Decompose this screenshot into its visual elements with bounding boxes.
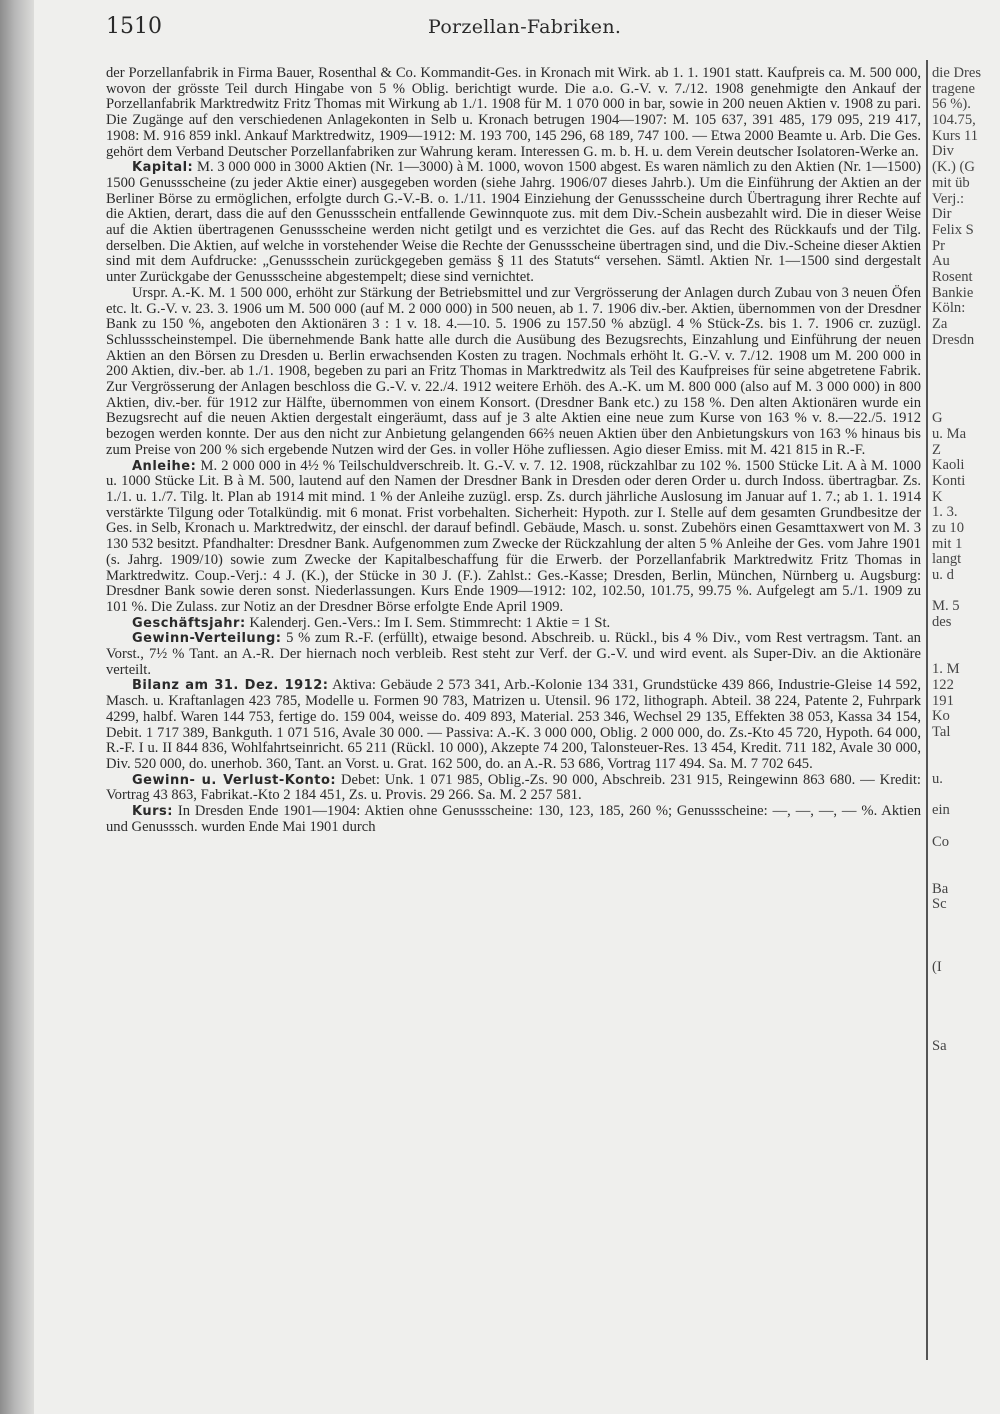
margin-line [932,348,1000,364]
margin-line: u. Ma [932,425,967,442]
margin-line: Za [932,316,948,332]
section-label: Gewinn- u. Verlust-Konto: [132,772,337,788]
margin-line: des [932,614,952,631]
margin-line: (K.) (G [932,159,975,176]
margin-line [932,1023,1000,1039]
margin-line: Tal [932,723,951,740]
margin-line: Felix S [932,221,974,238]
margin-line [932,756,1000,772]
binding-shadow [0,0,34,1414]
margin-line [932,850,1000,866]
margin-line [932,1007,1000,1023]
margin-line [932,992,1000,1008]
margin-line [932,929,1000,945]
margin-line: ein [932,802,950,819]
margin-line: Au [932,253,950,270]
margin-line [932,364,1000,380]
margin-line: mit 1 [932,535,963,552]
section-label: Geschäftsjahr: [132,615,246,631]
margin-line: 122 [932,676,954,693]
section-text: In Dresden Ende 1901—1904: Aktien ohne Genussscheine: 130, 123, 185, 260 %; Genussscheine: —, —, —, — %. Aktien und Genusssch. wurden Ende Mai 1901 durch [106,803,922,835]
section-text: 5 % zum R.-F. (erfüllt), etwaige besond. Abschreib. u. Rückl., bis 4 % Div., vom Rest vertragsm. Tant. an Vorst., 7½ % Tant. an A.-R. Der hiernach noch verbleib. Rest steht zur Verf. der G.-V. und wird event. als Super-Div. an die Aktionäre verteilt. [106,630,921,678]
margin-line [932,741,1000,757]
margin-line: Bankie [932,284,974,301]
page-header [106,14,924,44]
section-text: Kalenderj. Gen.-Vers.: Im I. Sem. Stimmrecht: 1 Aktie = 1 St. [249,614,611,631]
adjacent-page-fragment [932,66,1000,1054]
section-text: Urspr. A.-K. M. 1 500 000, erhöht zur Stärkung der Betriebsmittel und zur Vergrösserung der Anlagen durch Zubau von 3 neuen Öfen etc. lt. G.-V. v. 23. 3. 1906 um M. 500 000 (auf M. 2 000 000) in 500 neuen, ab 1. 7. 1906 div.-ber. Aktien, übernommen von der Dresdner Bank zu 150 %, angeboten den Aktionären 3 : 1 v. 18. 4.—10. 5. 1906 zu 157.50 % abzügl. 4 % Stück-Zs. bis 1. 7. 1906 cr. zuzügl. Schlussscheinstempel. Die übernehmende Bank hatte alle durch die Ausübung des Bezugsrechts, Einzahlung und Einführung der neuen Aktien an den Börsen zu Dresden u. Berlin erwachsenden Kosten zu tragen. Nochmals erhöht lt. G.-V. v. 7./12. 1908 um M. 200 000 in 200 Aktien, div.-ber. ab 1./1. 1908, begeben zu pari an Fritz Thomas in Marktredwitz als Teil des Kaufpreises für seine abgetretene Fabrik. Zur Vergrösserung der Anlagen beschloss die G.-V. v. 22./4. 1912 weitere Erhöh. des A.-K. um M. 800 000 (also auf M. 3 000 000) in 800 Aktien, div.-ber. für 1912 zur Hälfte, übernommen von einem Konsort. (Dresdner Bank etc.) zu 158 %. Den alten Aktionären wurde ein Bezugsrecht auf die neuen Aktien dergestalt eingeräumt, dass auf je 3 alte Aktien eine neue zum Kurse von 163 % v. 8.—22./5. 1912 bezogen werden konnte. Der aus den nicht zur Anbietung gelangenden 66⅔ neuen Aktien über den Anbietungskurs von 163 % hinaus bis zum Preise von 200 % sich ergebende Nutzen wird der Ges. in voller Höhe zufliessen. Agio dieser Emiss. mit M. 421 815 in R.-F. [106,284,921,458]
margin-line [932,788,1000,804]
margin-line: Ko [932,708,950,725]
margin-line: Dresdn [932,331,975,348]
paragraph-geschaeftsjahr [106,616,921,632]
section-label: Anleihe: [132,458,197,474]
margin-line: die Dres [932,66,982,81]
section-text: M. 3 000 000 in 3000 Aktien (Nr. 1—3000) à M. 1000, wovon 1500 abgest. Es waren nämlich zu den Aktien (Nr. 1—1500) 1500 Genussscheine (zu jeder Aktie einer) ausgegeben worden (siehe Jahrg. 1906/07 dieses Jahrb.). Um die Einführung der Aktien an der Berliner Börse zu ermöglichen, erfolgte durch G.-V.-B. o. 1./11. 1904 Einziehung der Genussscheine durch Übertragung ihrer Rechte auf die Aktien, derart, dass die auf den Genussschein entfallende Gewinnquote zus. mit dem Div.-Schein ausbezahlt wird. Die in dieser Weise auf die Aktien übertragenen Genussscheine werden nicht getilgt und es verzichtet die Ges. auf das Recht des Rückkaufs und der Tilg. derselben. Die Aktien, auf welche in vorstehender Weise die Rechte der Genussscheine übertragen sind, und die Div.-Scheine dieser Aktien sind mit dem Aufdrucke: „Genussschein zurückgegeben gemäss § 11 des Statuts“ versehen. Sämtl. Aktien Nr. 1—1500 sind dergestalt unter Zurückgabe der Genussscheine abgestempelt; diese sind vernichtet. [106,159,921,286]
margin-line [932,395,1000,411]
section-text: Debet: Unk. 1 071 985, Oblig.-Zs. 90 000, Abschreib. 231 915, Reingewinn 863 680. — Kredit: Vortrag 43 863, Fabrikat.-Kto 2 184 451, Zs. u. Provis. 29 266. Sa. M. 2 257 581. [106,771,921,804]
margin-line: Konti [932,472,966,489]
paragraph-kapital-history [106,286,921,459]
section-label: Kapital: [132,160,194,176]
margin-line: Pr [932,237,945,254]
margin-line: u. d [932,567,954,583]
margin-line [932,913,1000,929]
margin-line: K [932,488,943,505]
margin-line: Sc [932,896,947,913]
section-label: Kurs: [132,804,173,820]
margin-line: Div [932,143,954,160]
margin-line: Rosent [932,268,973,285]
margin-line [932,945,1000,961]
margin-line [932,646,1000,662]
section-label: Bilanz am 31. Dez. 1912: [132,678,329,694]
section-text: M. 2 000 000 in 4½ % Teilschuldverschreib. lt. G.-V. v. 7. 12. 1908, rückzahlbar zu 102 %. 1500 Stücke Lit. A à M. 1000 u. 1000 Stücke Lit. B à M. 500, lautend auf den Namen der Dresdner Bank in Dresden oder deren Order u. durch Indoss. übertragbar. Zs. 1./1. u. 1./7. Tilg. lt. Plan ab 1914 mit mind. 1 % der Anleihe zuzügl. ersp. Zs. durch jährliche Auslosung im Januar auf 1. 7.; ab 1. 1. 1914 verstärkte Tilgung oder Totalkündig. mit 6 monat. Frist vorbehalten. Sicherheit: Hypoth. zur I. Stelle auf dem gesamten Grundbesitze der Ges. in Selb, Kronach u. Marktredwitz, der einschl. der darauf befindl. Gebäude, Masch. u. sonst. Zubehörs einen Gesamttaxwert von M. 3 130 532 besitzt. Pfandhalter: Dresdner Bank. Aufgenommen zum Zwecke der Rückzahlung der alten 5 % Anleihe der Ges. vom Jahre 1901 (s. Jahrg. 1909/10) sowie zum Zwecke der Kapitalbeschaffung für die Erwerb. der Porzellanfabrik Marktredwitz Fritz Thomas in Marktredwitz. Coup.-Verj.: 4 J. (K.), der Stücke in 30 J. (F.). Zahlst.: Ges.-Kasse; Dresden, Berlin, München, Nürnberg u. Augsburg: Dresdner Bank sowie deren sonst. Niederlassungen. Kurs Ende 1909—1912: 102, 102.50, 101.75, 99.75 %. Aufgelegt am 5./1. 1909 zu 101 %. Die Zulass. zur Notiz an der Dresdner Börse erfolgte Ende April 1909. [106,457,921,615]
paragraph-kapital [106,160,921,286]
margin-line: tragene [932,80,975,97]
margin-line: Co [932,833,950,850]
margin-line: M. 5 [932,598,960,615]
margin-line: mit üb [932,174,970,191]
paragraph-gewinn-verteilung [106,631,921,678]
margin-line: (I [932,959,942,976]
paragraph-anleihe [106,459,921,616]
margin-line: Kaoli [932,457,965,474]
margin-line [932,584,1000,600]
section-text: der Porzellanfabrik in Firma Bauer, Rosenthal & Co. Kommandit-Ges. in Kronach mit Wirk. ab 1. 1. 1901 statt. Kaufpreis ca. M. 500 000, wovon der grösste Teil durch Hingabe von 5 % Oblig. berichtigt wurde. Die a.o. G.-V. v. 7./12. 1908 genehmigte den Ankauf der Porzellanfabrik Marktredwitz Fritz Thomas mit Wirkung ab 1./1. 1908 für M. 1 070 000 in bar, sowie in 200 neuen Aktien v. 1908 zu pari. Die Zugänge auf den verschiedenen Anlagekonten in Selb u. Kronach betrugen 1904—1907: M. 105 637, 391 485, 179 095, 219 417, 1908: M. 916 859 inkl. Ankauf Marktredwitz, 1909—1912: M. 193 700, 145 296, 68 189, 747 100. — Etwa 2000 Beamte u. Arb. Die Ges. gehört dem Verband Deutscher Porzellanfabriken zur Wahrung keram. Interessen G. m. b. H. u. dem Verein deutscher Isolatoren-Werke an. [106,65,921,160]
margin-line: 104.75, [932,112,976,129]
margin-line: langt [932,551,962,568]
margin-line: Verj.: [932,190,965,207]
margin-line: Dir [932,206,952,223]
margin-line [932,976,1000,992]
main-column [106,66,921,835]
paragraph-kurs [106,804,921,835]
margin-line: 56 %). [932,96,971,113]
margin-line [932,380,1000,396]
margin-line: Z [932,441,941,458]
section-text: Aktiva: Gebäude 2 573 341, Arb.-Kolonie 134 331, Grundstücke 439 866, Industrie-Gleise 14 592, Masch. u. Kraftanlagen 423 785, Modelle u. Formen 90 783, Matrizen u. Utensil. 96 172, lithograph. Abteil. 38 224, Patente 2, Fuhrpark 4299, halbf. Waren 144 753, fertige do. 159 004, weisse do. 409 893, Material. 253 346, Wechsel 29 135, Effekten 38 053, Kassa 34 154, Debit. 1 717 389, Bankguth. 1 071 516, Avale 30 000. — Passiva: A.-K. 3 000 000, Oblig. 2 000 000, do. Zs.-Kto 45 720, Hypoth. 64 000, R.-F. I u. II 844 836, Wohlfahrtseinricht. 65 211 (Rückl. 10 000), Akzepte 74 200, Talonsteuer-Res. 13 454, Kredit. 711 182, Avale 30 000, Div. 520 000, do. unerhob. 360, Tant. an Vorst. u. Grat. 162 500, do. an A.-R. 53 686, Vortrag 117 494. Sa. M. 7 702 645. [106,677,922,772]
margin-line [932,631,1000,647]
margin-line: Köln: [932,300,966,317]
margin-line [932,866,1000,882]
margin-line: 1. M [932,661,960,678]
margin-line: zu 10 [932,519,965,536]
running-title: Porzellan-Fabriken. [428,16,622,38]
section-label: Gewinn-Verteilung: [132,631,282,647]
margin-line: u. [932,770,943,787]
paragraph-intro [106,66,921,160]
paragraph-bilanz [106,678,921,772]
margin-line [932,819,1000,835]
margin-line: G [932,410,943,427]
margin-line: Kurs 11 [932,127,979,144]
margin-line: 191 [932,692,954,709]
margin-line: Ba [932,880,949,897]
paragraph-gewinn-verlust [106,773,921,804]
margin-line: Sa [932,1037,947,1054]
page-number: 1510 [106,14,162,39]
column-divider [926,60,928,1360]
margin-line: 1. 3. [932,504,958,521]
